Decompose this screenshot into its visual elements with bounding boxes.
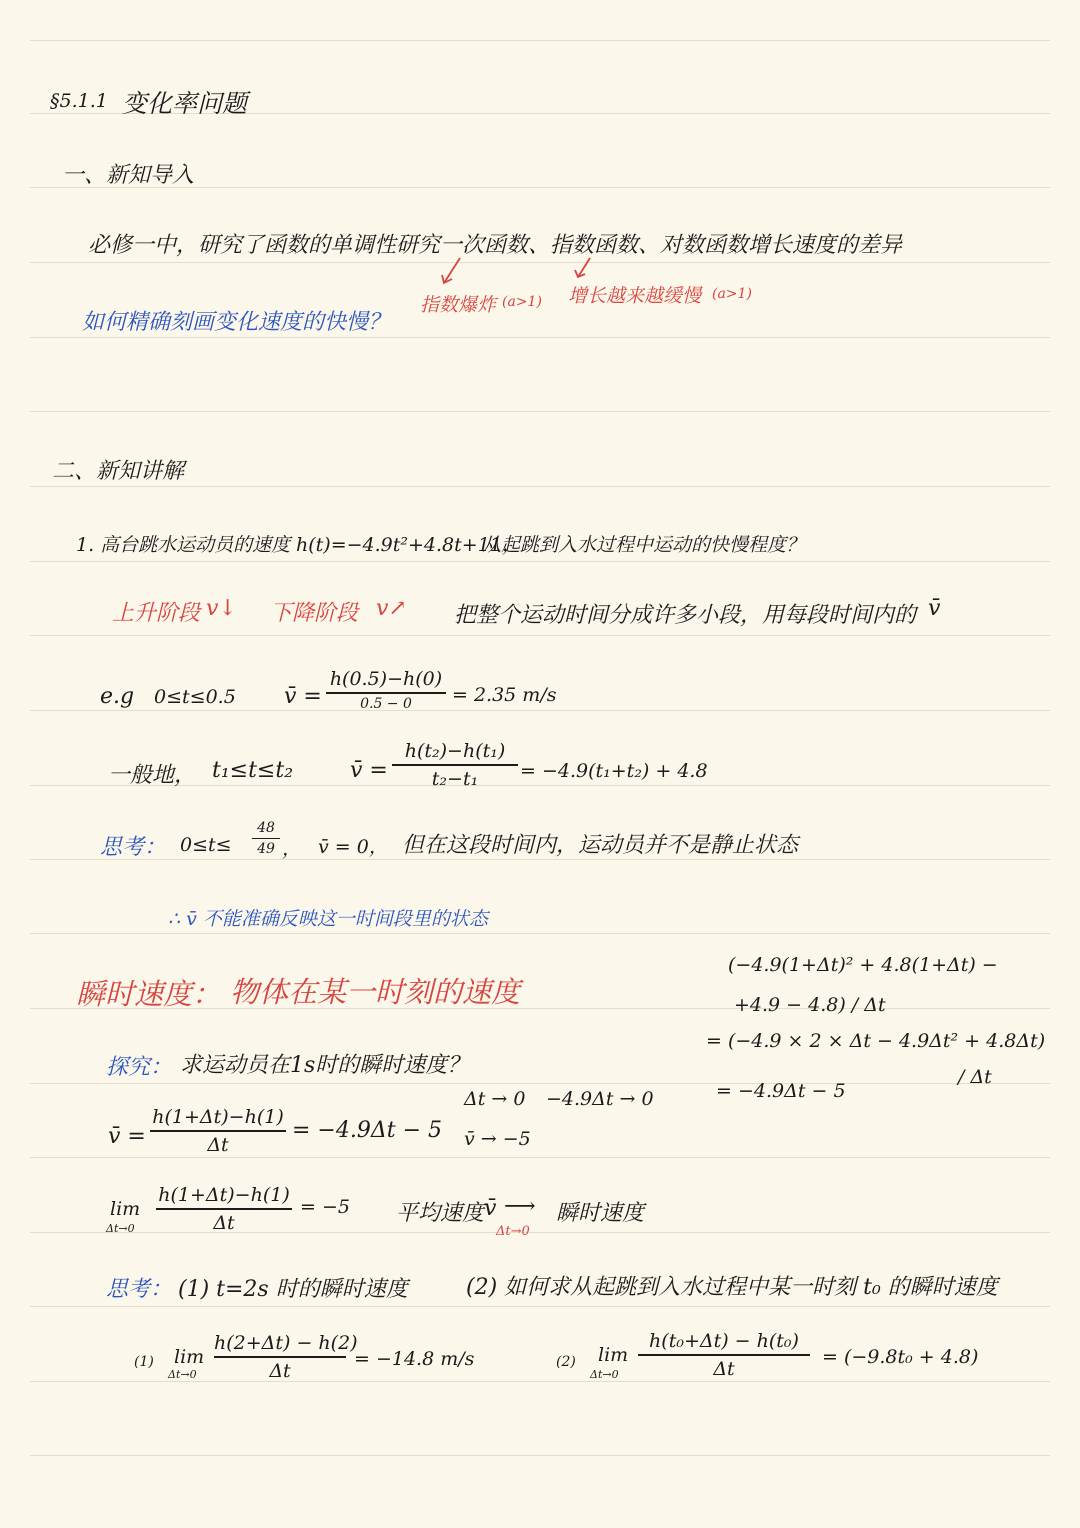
key-question: 如何精确刻画变化速度的快慢？ [82,310,391,335]
method-vbar: v̄ [928,596,941,621]
rise-velocity: v↓ [206,596,237,621]
average-velocity-condition: Δt→0 [496,1224,530,1239]
fraction-numerator: h(1+Δt)−h(1) [158,1184,290,1206]
fall-velocity: v↗ [376,596,407,621]
ruled-line [30,561,1050,562]
fraction-numerator: h(1+Δt)−h(1) [152,1106,284,1128]
fraction-denominator: t₂−t₁ [431,768,479,790]
answer1-limit-subscript: Δt→0 [168,1368,197,1381]
explore-limit-term: −4.9Δt → 0 [546,1088,654,1110]
ruled-line [30,337,1050,338]
section-number: §5.1.1 [50,90,108,112]
general-fraction [392,740,518,790]
side-calc-line3: = (−4.9 × 2 × Δt − 4.9Δt² + 4.8Δt) [706,1030,1046,1052]
general-result: = −4.9(t₁+t₂) + 4.8 [520,760,708,782]
explore-vbar-equals: v̄ = [108,1124,146,1149]
think-vbar-zero: v̄ = 0， [318,836,388,858]
ruled-line [30,486,1050,487]
ruled-line [30,635,1050,636]
side-calc-line1: (−4.9(1+Δt)² + 4.8(1+Δt) − [728,954,998,976]
explore-limit-vbar: v̄ → −5 [464,1128,531,1150]
explore-label: 探究： [106,1055,173,1080]
example-range: 0≤t≤0.5 [154,686,236,708]
ruled-line [30,933,1050,934]
explore-fraction [150,1106,286,1156]
fraction-numerator: h(2+Δt) − h(2) [214,1332,358,1354]
think2-question1: (1) t=2s 时的瞬时速度 [178,1277,408,1302]
ruled-line [30,1083,1050,1084]
ruled-line [30,1306,1050,1307]
think-label: 思考： [100,835,167,860]
think2-label: 思考： [106,1277,173,1302]
fall-phase: 下降阶段 [270,601,359,626]
note-logarithmic-cond: (a>1) [712,286,752,302]
example-label: e.g [100,684,135,709]
answer1-limit-word: lim [174,1346,205,1368]
instantaneous-target: 瞬时速度 [556,1201,645,1226]
part1-heading: 一、新知导入 [62,163,195,188]
average-velocity-symbol: v̄ [484,1196,497,1221]
limit-word: lim [110,1198,141,1220]
side-calc-line2: +4.9 − 4.8) / Δt [734,994,886,1016]
answer2-result: = (−9.8t₀ + 4.8) [822,1346,979,1368]
height-function: h(t)=−4.9t²+4.8t+11， [296,534,521,556]
rise-phase: 上升阶段 [112,601,201,626]
answer1-label: (1) [134,1354,154,1370]
ruled-line [30,1455,1050,1456]
think-explanation: 但在这段时间内，运动员并不是静止状态 [402,833,799,858]
think-range: 0≤t≤ [180,834,232,856]
average-velocity-arrow: ⟶ [504,1194,536,1219]
limit-fraction [156,1184,292,1234]
limit-subscript: Δt→0 [106,1222,135,1235]
side-calc-line5: = −4.9Δt − 5 [716,1080,846,1102]
answer2-fraction [638,1330,810,1380]
answer2-limit-subscript: Δt→0 [590,1368,619,1381]
explore-result: = −4.9Δt − 5 [292,1118,442,1143]
note-exponential-cond: (a>1) [502,294,542,310]
note-logarithmic: 增长越来越缓慢 [568,285,702,307]
fraction-denominator: 49 [257,841,275,857]
ruled-line [30,40,1050,41]
method-text: 把整个运动时间分成许多小段，用每段时间内的 [454,603,917,628]
conclusion: ∴ v̄ 不能准确反映这一时间段里的状态 [168,908,488,930]
answer1-result: = −14.8 m/s [354,1348,475,1370]
fraction-denominator: 0.5 − 0 [360,696,412,712]
fraction-denominator: Δt [269,1360,291,1382]
ruled-line [30,710,1050,711]
side-calc-line4: / Δt [958,1066,992,1088]
part1-intro-line: 必修一中，研究了函数的单调性研究一次函数、指数函数、对数函数增长速度的差异 [88,233,903,258]
fraction-numerator: h(t₀+Δt) − h(t₀) [649,1330,799,1352]
ruled-line [30,1157,1050,1158]
fraction-numerator: 48 [257,820,275,836]
fraction-denominator: Δt [213,1212,235,1234]
note-exponential: 指数爆炸 [420,294,497,316]
general-vbar-equals: v̄ = [350,758,388,783]
general-range: t₁≤t≤t₂ [212,758,294,783]
example1-title: 1. 高台跳水运动员的速度 [76,534,291,556]
part2-heading: 二、新知讲解 [52,459,185,484]
explore-question: 求运动员在1s时的瞬时速度？ [180,1053,470,1078]
think-fraction [252,820,280,857]
answer2-limit-word: lim [598,1344,629,1366]
think2-question2: (2) 如何求从起跳到入水过程中某一时刻 t₀ 的瞬时速度 [466,1275,998,1300]
limit-result: = −5 [300,1196,350,1218]
ruled-line [30,859,1050,860]
ruled-line [30,1381,1050,1382]
fraction-numerator: h(t₂)−h(t₁) [404,740,506,762]
general-label: 一般地， [108,763,197,788]
section-title: 变化率问题 [122,89,248,118]
example-result: = 2.35 m/s [452,684,557,706]
example-fraction [326,668,446,712]
average-velocity-label: 平均速度 [396,1201,485,1226]
answer1-fraction [214,1332,358,1382]
vbar-equals: v̄ = [284,684,322,709]
example1-question: 从起跳到入水过程中运动的快慢程度？ [482,534,806,556]
instantaneous-label: 瞬时速度： [76,977,222,1011]
instantaneous-definition: 物体在某一时刻的速度 [230,975,521,1009]
ruled-line [30,411,1050,412]
think-comma: ， [282,838,302,860]
fraction-denominator: Δt [713,1358,735,1380]
explore-limit-dt: Δt → 0 [464,1088,526,1110]
fraction-denominator: Δt [207,1134,229,1156]
answer2-label: (2) [556,1354,576,1370]
fraction-numerator: h(0.5)−h(0) [329,668,443,690]
